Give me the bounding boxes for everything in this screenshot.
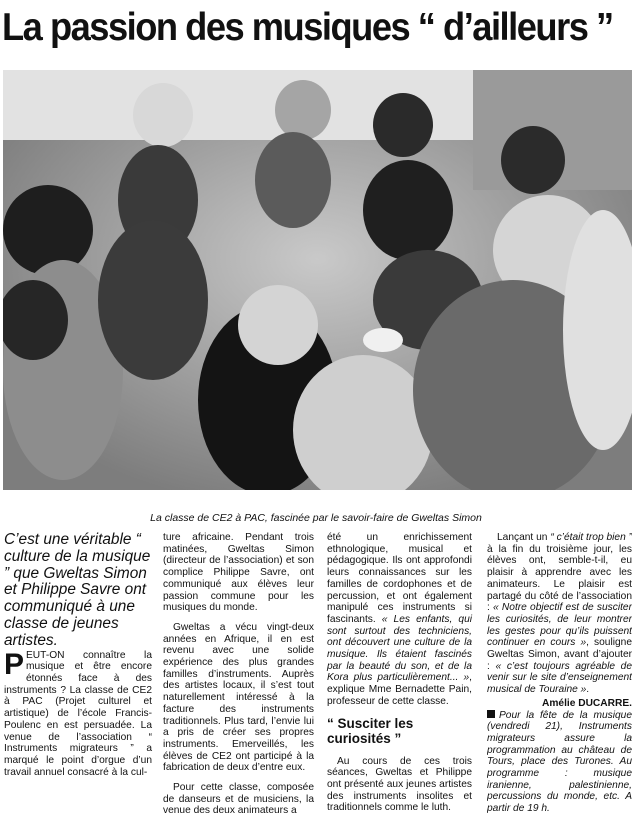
teacher-quote: « Les enfants, qui sont surtout des techniciens, ont découvert une culture de la musique. Ils étaient fascinés par la beauté du son, et de la Kora plus particulièrement... » xyxy=(327,613,472,684)
headline: La passion des musiques “ d’ailleurs ” xyxy=(2,6,613,49)
article-paragraph: PEUT-ON connaître la musique et être encore étonnés face à des instruments ? La classe de CE2 à PAC (Projet culturel et artistique) de l’école Francis-Poulenc en est persuadée. La venue de l’association “ Instruments migrateurs ” a marqué le point d’orgue d’un travail annuel consacré à la cul- xyxy=(4,647,152,778)
article-paragraph: Gweltas a vécu vingt-deux années en Afrique, il en est revenu avec une solide expérience des plus grandes familles d’instruments. Auprès des artistes locaux, il s’est tout naturellement intéressé à la facture des instruments traditionnels. Plus tard, l’envie lui a pris de créer ses propres instruments. Emerveillés, les élèves de CE2 ont participé à la fabrication de deux d’entre eux. xyxy=(163,621,314,774)
article-column-3 xyxy=(327,532,472,814)
children-around-musician-photo xyxy=(3,70,632,490)
drop-cap: P xyxy=(4,647,25,681)
square-bullet-icon xyxy=(487,710,495,718)
organizer-quote: « Notre objectif est de susciter les curiosités, de leur montrer les gestes pour qu’ils puissent continuer en cours » xyxy=(487,602,632,649)
author-signature: Amélie DUCARRE. xyxy=(541,697,632,709)
article-paragraph: Pour cette classe, composée de danseurs et de musiciens, la venue des deux animateurs a xyxy=(163,782,314,817)
article-paragraph: Au cours de ces trois séances, Gweltas et Philippe ont présenté aux jeunes artistes des instruments insolites et traditionnels comme le luth. xyxy=(327,755,472,814)
subheading: “ Susciter les curiosités ” xyxy=(327,715,414,746)
article-column-1 xyxy=(4,532,152,778)
event-notice: Pour la fête de la musique (vendredi 21), Instruments migrateurs assure la programmation au château de Tours, place des Turones. Au programme : musique iranienne, palestinienne, percussions du monde, etc. A partir de 19 h. xyxy=(487,709,632,815)
article-paragraph: été un enrichissement ethnologique, musical et pédagogique. Ils ont approfondi leurs connaissances sur les familles de cordophones et de percussion, et ont également manipulé ces instruments si fascinants. « Les enfants, qui sont surtout des techniciens, ont découvert une culture de la musique. Ils étaient fascinés par la beauté du son, et de la Kora plus particulièrement... », explique Mme Bernadette Pain, professeur de cette classe. xyxy=(327,532,472,707)
article-lede: C’est une véritable “ culture de la musique ” que Gweltas Simon et Philippe Savre ont communiqué à une classe de jeunes artistes. xyxy=(4,531,151,649)
article-paragraph: ture africaine. Pendant trois matinées, Gweltas Simon (directeur de l’association) et son complice Philippe Savre, ont communiqué aux élèves leur passion commune pour les musiques du monde. xyxy=(163,532,314,614)
article-photo xyxy=(3,70,632,490)
article-paragraph: Lançant un “ c’était trop bien ” à la fin du troisième jour, les élèves ont, semble-t-il, eu plaisir à apprendre avec les animateurs. Le plaisir est partagé du côté de l’association : « Notre objectif est de susciter les curiosités, de leur montrer les gestes pour qu’ils puissent continuer en cours », souligne Gweltas Simon, avant d’ajouter : « c’est toujours agréable de venir sur le site d’enseignement musical de Touraine ». xyxy=(487,532,632,696)
article-column-2 xyxy=(163,532,314,817)
photo-caption: La classe de CE2 à PAC, fascinée par le savoir-faire de Gweltas Simon xyxy=(150,512,482,524)
article-column-4 xyxy=(487,532,632,815)
